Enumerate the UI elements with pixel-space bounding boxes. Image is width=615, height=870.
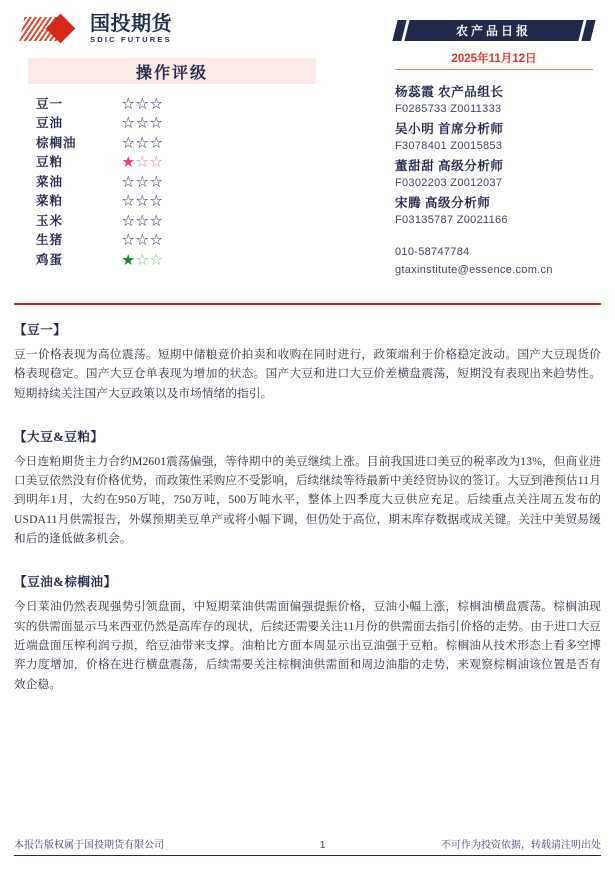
section-body-text: 豆一价格表现为高位震荡。短期中储粮竞价拍卖和收购在同时进行，政策端利于价格稳定波动。国产大豆现货价格表现稳定。国产大豆仓单表现为增加的状态。国产大豆和进口大豆价差横盘震荡，短期没有表现出来趋势性。短期持续关注国产大豆政策以及市场情绪的指引。 bbox=[14, 348, 601, 400]
rating-product-name: 豆一 bbox=[36, 96, 64, 111]
rating-product-name: 豆粕 bbox=[36, 155, 64, 170]
rating-product-name: 玉米 bbox=[36, 213, 64, 228]
rating-product-name: 豆油 bbox=[36, 116, 64, 131]
rating-row bbox=[32, 230, 316, 250]
rating-row bbox=[32, 132, 316, 152]
footer-disclaimer: 不可作为投资依据，转载请注明出处 bbox=[441, 839, 601, 851]
contact-phone: 010-58747784 bbox=[395, 246, 470, 258]
banner-left-tick-icon bbox=[401, 20, 409, 41]
star-empty-icon: ☆ bbox=[136, 96, 151, 111]
footer-page-number: 1 bbox=[319, 839, 326, 851]
analyst-name: 杨蕊霞 农产品组长 bbox=[395, 85, 504, 99]
footer-divider bbox=[14, 855, 601, 856]
star-empty-icon: ☆ bbox=[150, 252, 165, 267]
star-empty-icon: ☆ bbox=[136, 116, 151, 131]
rating-list bbox=[28, 93, 316, 269]
analyst-name: 宋腾 高级分析师 bbox=[395, 196, 491, 210]
analyst-entry bbox=[395, 121, 593, 155]
star-empty-icon: ☆ bbox=[122, 213, 137, 228]
star-filled-icon: ★ bbox=[122, 252, 137, 267]
star-empty-icon: ☆ bbox=[122, 116, 137, 131]
footer-copyright: 本报告版权属于国投期货有限公司 bbox=[14, 839, 164, 851]
rating-stars bbox=[122, 113, 164, 131]
analyst-name: 董甜甜 高级分析师 bbox=[395, 159, 504, 173]
section-heading: 【豆一】 bbox=[14, 323, 67, 337]
analyst-license-number: F03135787 Z0021166 bbox=[395, 214, 508, 226]
report-banner-title: 农产品日报 bbox=[456, 24, 532, 38]
analyst-license-number: F0302203 Z0012037 bbox=[395, 177, 503, 189]
report-banner-shape bbox=[392, 20, 595, 41]
analyst-license-number: F0285733 Z0011333 bbox=[395, 103, 502, 115]
star-empty-icon: ☆ bbox=[136, 135, 151, 150]
analyst-entry bbox=[395, 158, 593, 192]
analyst-license-number: F3078401 Z0015853 bbox=[395, 140, 503, 152]
report-date-underline bbox=[395, 69, 593, 70]
star-empty-icon: ☆ bbox=[122, 135, 137, 150]
header-divider bbox=[14, 303, 601, 305]
star-empty-icon: ☆ bbox=[122, 233, 137, 248]
star-empty-icon: ☆ bbox=[136, 174, 151, 189]
star-empty-icon: ☆ bbox=[150, 174, 165, 189]
star-empty-icon: ☆ bbox=[136, 155, 151, 170]
report-banner bbox=[395, 20, 593, 70]
rating-stars bbox=[122, 191, 164, 209]
contact-block bbox=[395, 243, 593, 279]
star-empty-icon: ☆ bbox=[122, 174, 137, 189]
footer-row bbox=[14, 836, 601, 855]
star-empty-icon: ☆ bbox=[150, 194, 165, 209]
rating-stars bbox=[122, 94, 164, 112]
rating-product-name: 菜油 bbox=[36, 174, 64, 189]
rating-stars bbox=[122, 230, 164, 248]
report-content bbox=[14, 320, 601, 718]
rating-product-name: 生猪 bbox=[36, 233, 64, 248]
star-empty-icon: ☆ bbox=[150, 135, 165, 150]
report-date: 2025年11月12日 bbox=[451, 53, 537, 65]
contact-email[interactable]: gtaxinstitute@essence.com.cn bbox=[395, 264, 553, 276]
rating-row bbox=[32, 113, 316, 133]
star-empty-icon: ☆ bbox=[122, 194, 137, 209]
star-empty-icon: ☆ bbox=[150, 213, 165, 228]
section-body-text: 今日菜油仍然表现强势引领盘面，中短期菜油供需面偏强提振价格，豆油小幅上涨，棕榈油横盘震荡。棕榈油现实的供需面显示马来西亚仍然是高库存的现状，后续还需要关注11月份的供需面去指引价格的走势。由于进口大豆近端盘面压榨利润亏损，给豆油带来支撑。油粕比方面本周显示出豆油强于豆粕。棕榈油从技术形态上看多空博弈力度增加，价格在进行横盘震荡，后续需要关注棕榈油供需面和周边油脂的走势，来观察棕榈油该位置是否有效企稳。 bbox=[14, 600, 601, 691]
rating-row bbox=[32, 152, 316, 172]
report-section bbox=[14, 572, 601, 693]
report-section bbox=[14, 427, 601, 548]
star-empty-icon: ☆ bbox=[136, 213, 151, 228]
operation-rating-title: 操作评级 bbox=[135, 64, 208, 82]
logo-wordmark bbox=[90, 14, 172, 44]
analyst-list bbox=[395, 84, 593, 279]
rating-row bbox=[32, 210, 316, 230]
analyst-entry bbox=[395, 84, 593, 118]
report-header bbox=[0, 0, 615, 300]
star-empty-icon: ☆ bbox=[150, 233, 165, 248]
operation-rating-title-bar bbox=[28, 58, 316, 84]
rating-row bbox=[32, 171, 316, 191]
section-body-text: 今日连粕期货主力合约M2601震荡偏强，等待期中的美豆继续上涨。目前我国进口美豆的税率改为13%，但商业进口美豆依然没有价格优势，而政策性采购应不受影响，后续继续等待最新中美经贸协议的签订。大豆到港预估11月到明年1月，大约在950万吨，750万吨，500万吨水平，整体上四季度大豆供应充足。后续重点关注周五发布的USDA11月供需报告，外媒预期美豆单产或将小幅下调，但仍处于高位，期末库存数据或成关键。关注中美贸易缓和后的逢低做多机会。 bbox=[14, 454, 601, 546]
rating-row bbox=[32, 249, 316, 269]
rating-product-name: 鸡蛋 bbox=[36, 252, 64, 267]
star-filled-icon: ★ bbox=[122, 155, 137, 170]
analyst-name: 吴小明 首席分析师 bbox=[395, 122, 504, 136]
report-section bbox=[14, 320, 601, 403]
section-heading: 【豆油&棕榈油】 bbox=[14, 575, 117, 590]
report-footer bbox=[14, 836, 601, 856]
banner-right-tick-icon bbox=[578, 20, 586, 41]
rating-stars bbox=[122, 133, 164, 151]
logo-chinese-name: 国投期货 bbox=[90, 13, 172, 36]
star-empty-icon: ☆ bbox=[150, 155, 165, 170]
company-logo bbox=[22, 14, 172, 44]
sdic-logo-icon bbox=[22, 14, 84, 44]
star-empty-icon: ☆ bbox=[122, 96, 137, 111]
rating-row bbox=[32, 191, 316, 211]
star-empty-icon: ☆ bbox=[150, 116, 165, 131]
star-empty-icon: ☆ bbox=[136, 233, 151, 248]
star-empty-icon: ☆ bbox=[150, 96, 165, 111]
rating-row bbox=[32, 93, 316, 113]
rating-stars bbox=[122, 172, 164, 190]
rating-product-name: 菜粕 bbox=[36, 194, 64, 209]
operation-rating-panel bbox=[28, 58, 316, 269]
rating-stars bbox=[122, 211, 164, 229]
logo-english-name: SDIC FUTURES bbox=[90, 35, 172, 45]
rating-stars bbox=[122, 152, 164, 170]
rating-product-name: 棕榈油 bbox=[36, 135, 77, 150]
section-heading: 【大豆&豆粕】 bbox=[14, 429, 104, 444]
star-empty-icon: ☆ bbox=[136, 252, 151, 267]
analyst-entry bbox=[395, 195, 593, 229]
star-empty-icon: ☆ bbox=[136, 194, 151, 209]
rating-stars bbox=[122, 250, 164, 268]
